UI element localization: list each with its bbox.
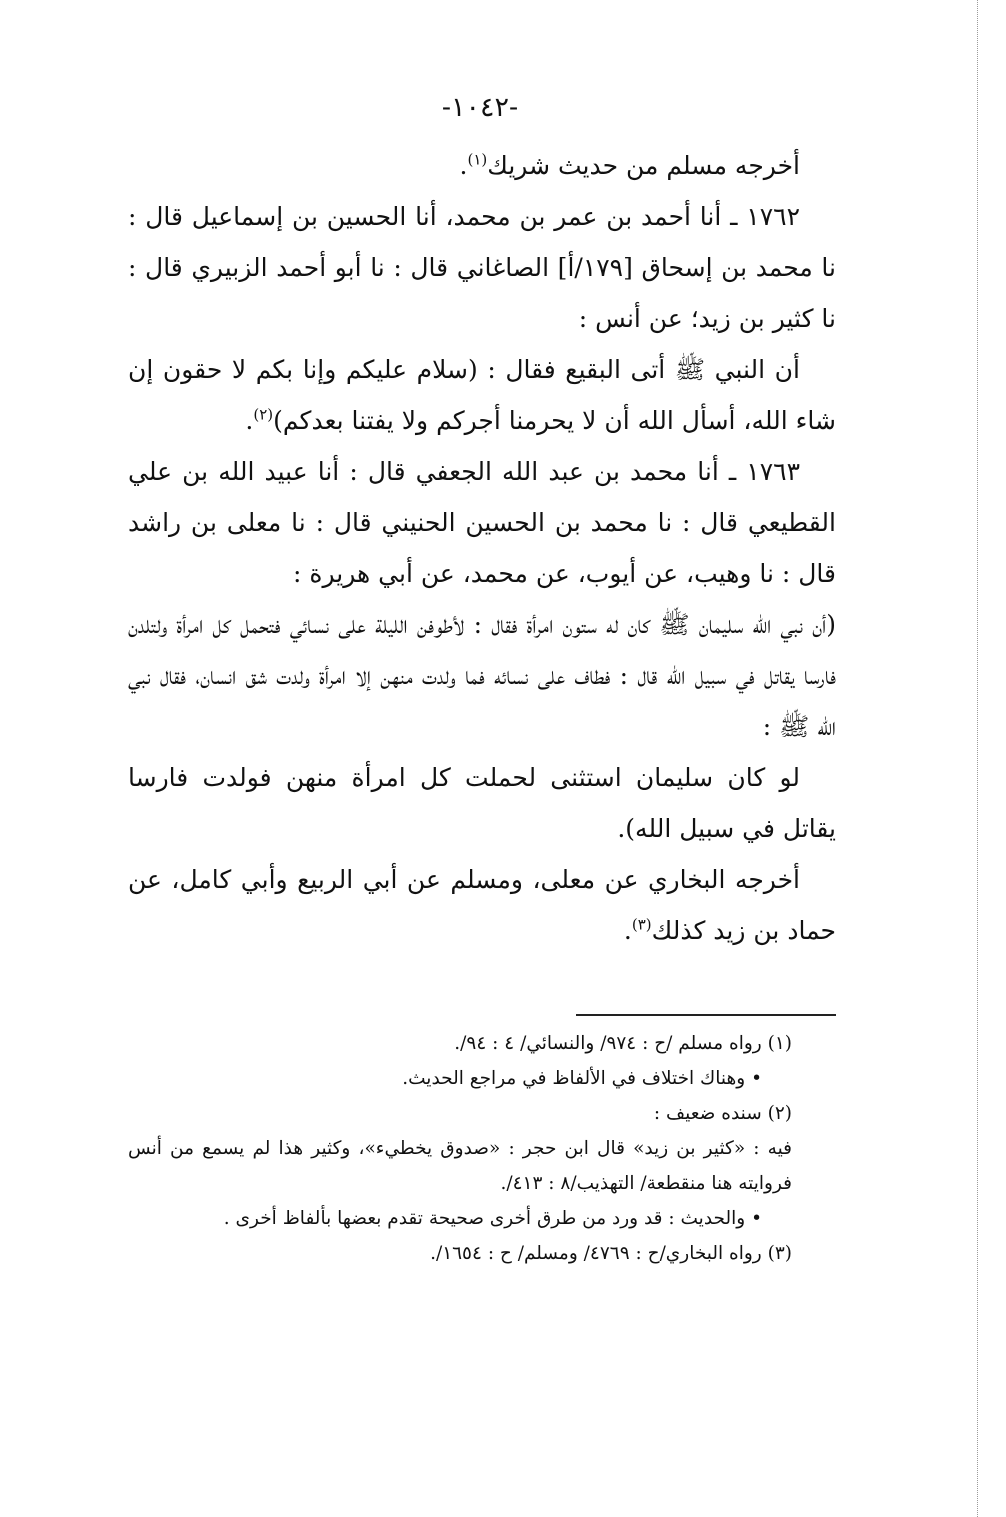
footnote-1: (١) رواه مسلم /ح : ٩٧٤/ والنسائي/ ٤ : ٩٤/. — [454, 1033, 792, 1054]
paragraph-3-text: أن النبي ﷺ أتى البقيع فقال : (سلام عليكم وإنا بكم لا حقون إن شاء الله، أسأل الله أن لا يحرمنا أجركم ولا يفتنا بعدكم) — [128, 355, 836, 435]
paragraph-4: ١٧٦٣ ـ أنا محمد بن عبد الله الجعفي قال : أنا عبيد الله بن علي القطيعي قال : نا محمد بن الحسين الحنيني قال : نا معلى بن راشد قال : نا وهيب، عن أيوب، عن محمد، عن أبي هريرة : — [128, 457, 836, 588]
paragraph-1-end: . — [459, 151, 468, 180]
main-text — [128, 140, 836, 956]
paragraph-5: (أن نبي الله سليمان ﷺ كان له ستون امرأة فقال : لأطوفن الليلة على نسائي فتحمل كل امرأة ولتلدن فارسا يقاتل في سبيل الله قال : فطاف على نسائه فما ولدت منهن إلا امرأة ولدت شق انسان، فقال نبي الله ﷺ : — [128, 610, 836, 741]
paragraph-1-text: أخرجه مسلم من حديث شريك — [487, 151, 800, 180]
paragraph-3-end: . — [245, 406, 254, 435]
footnote-ref-3: (٣) — [631, 915, 652, 934]
footnote-1-note: • وهناك اختلاف في الألفاظ في مراجع الحديث. — [402, 1068, 762, 1089]
footnote-ref-1: (١) — [467, 150, 488, 169]
footnote-2-note-2: • والحديث : قد ورد من طرق أخرى صحيحة تقدم بعضها بألفاظ أخرى . — [223, 1208, 762, 1229]
footnote-ref-2: (٢) — [253, 405, 274, 424]
page-number: -١٠٤٢- — [441, 92, 519, 123]
paragraph-7-end: . — [623, 916, 632, 945]
scan-edge-line — [977, 0, 978, 1517]
paragraph-2: ١٧٦٢ ـ أنا أحمد بن عمر بن محمد، أنا الحسين بن إسماعيل قال : نا محمد بن إسحاق [١٧٩/أ] الصاغاني قال : نا أبو أحمد الزبيري قال : نا كثير بن زيد؛ عن أنس : — [128, 202, 836, 333]
paragraph-6: لو كان سليمان استثنى لحملت كل امرأة منهن فولدت فارسا يقاتل في سبيل الله). — [128, 763, 836, 843]
footnote-divider — [576, 1014, 836, 1016]
footnote-2-note: فيه : «كثير بن زيد» قال ابن حجر : «صدوق يخطيء»، وكثير هذا لم يسمع من أنس فروايته هنا منقطعة/ التهذيب/٨ : ٤١٣/. — [128, 1138, 792, 1194]
paragraph-1 — [128, 140, 836, 191]
footnote-2: (٢) سنده ضعيف : — [653, 1103, 792, 1124]
paragraph-7-text: أخرجه البخاري عن معلى، ومسلم عن أبي الربيع وأبي كامل، عن حماد بن زيد كذلك — [128, 865, 836, 945]
footnotes — [128, 1026, 792, 1271]
footnote-3: (٣) رواه البخاري/ح : ٤٧٦٩/ ومسلم/ ح : ١٦٥٤/. — [430, 1243, 792, 1264]
paragraph-7 — [128, 854, 836, 956]
paragraph-3 — [128, 344, 836, 446]
